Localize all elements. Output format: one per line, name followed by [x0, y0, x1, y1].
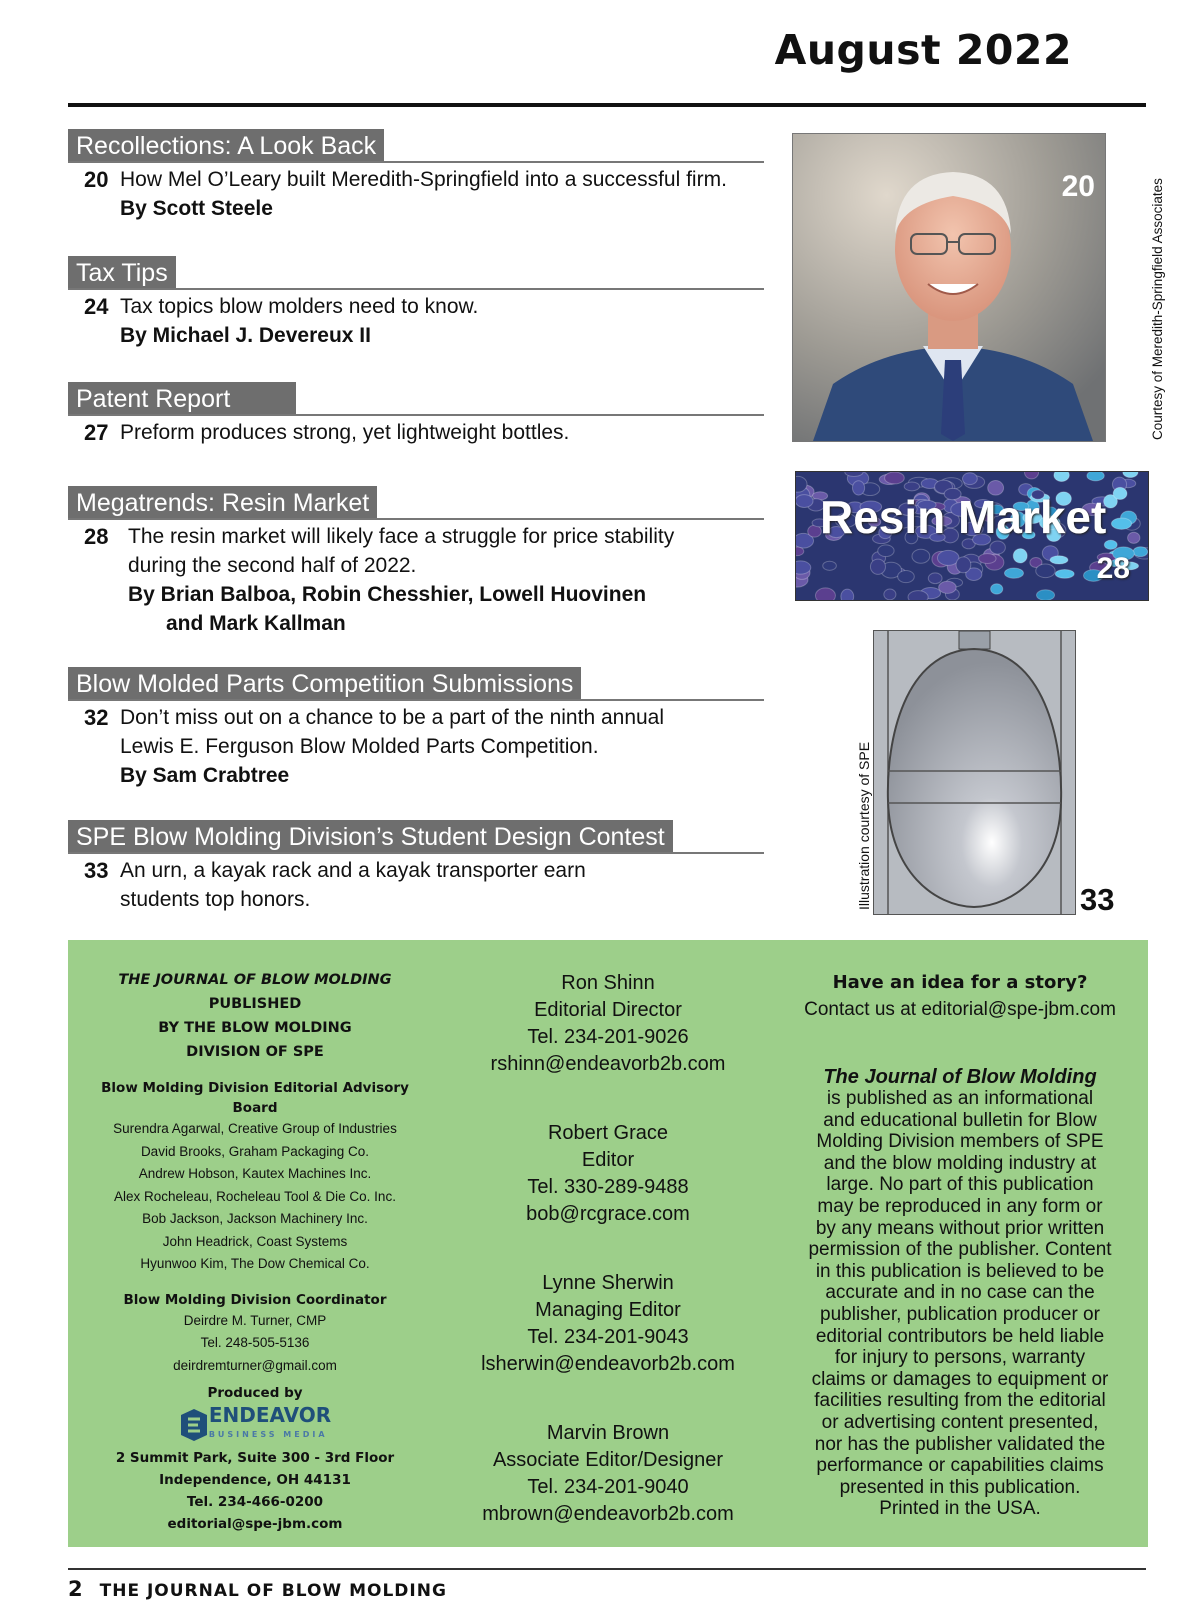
toc-entry[interactable] [68, 292, 764, 350]
board-member: Hyunwoo Kim, The Dow Chemical Co. [140, 1256, 370, 1271]
section-rule [68, 518, 764, 520]
resin-pellet [796, 561, 811, 574]
resin-pellet [1055, 569, 1074, 578]
endeavor-logo [85, 1403, 425, 1447]
resin-pellet [796, 495, 813, 508]
staff-title: Associate Editor/Designer [492, 1449, 724, 1471]
resin-pellet [939, 581, 957, 593]
staff-name: Marvin Brown [546, 1422, 670, 1444]
header-rule [68, 103, 1146, 107]
entry-text: students top honors. [120, 888, 311, 911]
toc-entry[interactable] [68, 522, 764, 638]
resin-pellet [1054, 472, 1069, 481]
resin-pellet [979, 554, 996, 564]
entry-text: The resin market will likely face a struggle for price stability [128, 525, 675, 548]
byline-continued: and Mark Kallman [166, 612, 346, 635]
resin-pellet [885, 472, 905, 484]
resin-pellet [841, 589, 854, 600]
toc-entry[interactable] [68, 418, 764, 447]
page-footer [68, 1577, 447, 1601]
disclaimer-line: publisher, publication producer or [820, 1303, 1100, 1325]
resin-pellet [991, 584, 1003, 594]
footer-page-number: 2 [68, 1577, 84, 1601]
resin-pellet [1087, 472, 1104, 481]
resin-pellet [908, 591, 928, 600]
division-label: DIVISION OF SPE [186, 1044, 324, 1060]
bottle-credit: Illustration courtesy of SPE [856, 741, 872, 910]
toc-section-student-design [68, 820, 764, 914]
resin-pellet [878, 545, 894, 557]
page-number: 27 [84, 420, 109, 445]
coordinator-phone: Tel. 248-505-5136 [200, 1335, 310, 1350]
address-email[interactable]: editorial@spe-jbm.com [167, 1516, 343, 1532]
coordinator-heading: Blow Molding Division Coordinator [123, 1291, 387, 1308]
photo-page-number: 20 [1061, 170, 1095, 203]
logo-name: ENDEAVOR [208, 1403, 332, 1427]
masthead-story-info [795, 970, 1125, 1520]
board-member: Andrew Hobson, Kautex Machines Inc. [138, 1166, 372, 1181]
staff-phone: Tel. 234-201-9043 [527, 1326, 689, 1348]
resin-pellet [796, 547, 804, 556]
logo-subtitle: BUSINESS MEDIA [208, 1430, 328, 1439]
resin-pellet [823, 561, 837, 570]
resin-pellet [1013, 549, 1027, 563]
entry-text: Lewis E. Ferguson Blow Molded Parts Competition. [120, 735, 599, 758]
staff-name: Lynne Sherwin [542, 1272, 674, 1294]
staff-name: Ron Shinn [561, 972, 655, 994]
address-line: 2 Summit Park, Suite 300 - 3rd Floor [115, 1450, 395, 1466]
staff-member [470, 1420, 746, 1528]
disclaimer-line: claims or damages to equipment or [811, 1368, 1109, 1390]
resin-pellet [815, 588, 835, 600]
byline: By Brian Balboa, Robin Chesshier, Lowell Huovinen [128, 583, 647, 606]
resin-pellet [962, 473, 977, 485]
resin-pellet [1004, 568, 1023, 578]
entry-text: Preform produces strong, yet lightweight bottles. [120, 421, 570, 444]
toc-entry[interactable] [68, 165, 764, 223]
entry-text: An urn, a kayak rack and a kayak transporter earn [120, 859, 586, 882]
resin-market-image[interactable] [795, 471, 1149, 601]
section-label: SPE Blow Molding Division’s Student Design Contest [68, 820, 673, 854]
board-member: Alex Rocheleau, Rocheleau Tool & Die Co. Inc. [114, 1188, 396, 1204]
toc-section-patent-report [68, 382, 764, 447]
section-rule [68, 852, 764, 854]
masthead-staff [470, 970, 746, 1570]
page-number: 32 [84, 705, 109, 730]
board-heading: Blow Molding Division Editorial Advisory Board [101, 1080, 409, 1116]
photo-credit: Courtesy of Meredith-Springfield Associates [1150, 178, 1165, 440]
board-member: Surendra Agarwal, Creative Group of Industries [113, 1121, 397, 1136]
resin-pellet [870, 559, 885, 574]
staff-name: Robert Grace [547, 1122, 669, 1144]
address-line: Independence, OH 44131 [159, 1472, 351, 1488]
resin-market-title: Resin Market [820, 491, 1107, 543]
disclaimer-line: in this publication is believed to be [815, 1260, 1105, 1282]
board-member: John Headrick, Coast Systems [162, 1233, 348, 1249]
staff-phone: Tel. 234-201-9026 [527, 1026, 689, 1048]
journal-title: The Journal of Blow Molding [823, 1066, 1097, 1088]
resin-pellet [884, 589, 896, 600]
staff-phone: Tel. 234-201-9040 [527, 1476, 689, 1498]
resin-page-number: 28 [1096, 552, 1130, 585]
disclaimer-line: Molding Division members of SPE [816, 1131, 1104, 1153]
coordinator-email[interactable]: deirdremturner@gmail.com [173, 1357, 337, 1373]
issue-date: August 2022 [774, 26, 1072, 74]
section-label: Recollections: A Look Back [68, 129, 384, 163]
disclaimer-line: by any means without prior written [815, 1217, 1105, 1239]
staff-member [470, 970, 746, 1078]
story-heading: Have an idea for a story? [832, 972, 1088, 993]
page-number: 33 [84, 858, 109, 883]
staff-email[interactable]: bob@rcgrace.com [526, 1203, 690, 1225]
staff-title: Editor [581, 1149, 635, 1171]
toc-section-recollections [68, 129, 764, 223]
byline: By Scott Steele [120, 197, 273, 220]
staff-member [470, 1270, 746, 1378]
board-member: Bob Jackson, Jackson Machinery Inc. [142, 1211, 368, 1226]
disclaimer-line: nor has the publisher validated the [814, 1433, 1106, 1455]
toc-section-megatrends [68, 486, 764, 638]
staff-title: Managing Editor [535, 1299, 681, 1321]
story-contact[interactable]: Contact us at editorial@spe-jbm.com [804, 999, 1116, 1020]
page-number: 24 [84, 294, 109, 319]
disclaimer-line: or advertising content presented, [821, 1411, 1099, 1433]
resin-pellet [1036, 590, 1054, 600]
disclaimer-line: for injury to persons, warranty [834, 1347, 1086, 1369]
disclaimer-line: and the blow molding industry at [823, 1152, 1097, 1174]
page-number: 20 [84, 167, 109, 192]
resin-pellet [1133, 547, 1147, 557]
resin-pellet [1050, 556, 1068, 564]
entry-text: Tax topics blow molders need to know. [120, 295, 479, 318]
bottle-page-number: 33 [1080, 882, 1115, 917]
disclaimer-line: facilities resulting from the editorial [814, 1390, 1106, 1412]
section-label: Megatrends: Resin Market [68, 486, 377, 520]
disclaimer-line: permission of the publisher. Content [808, 1239, 1112, 1261]
toc-entry[interactable] [68, 856, 764, 914]
bottle-icon [874, 631, 1075, 914]
section-label: Tax Tips [68, 256, 176, 290]
journal-name: THE JOURNAL OF BLOW MOLDING [118, 972, 392, 988]
disclaimer-line: accurate and in no case can the [825, 1282, 1095, 1304]
address-phone: Tel. 234-466-0200 [186, 1494, 324, 1510]
section-rule [68, 288, 764, 290]
resin-pellet [898, 571, 915, 583]
entry-text: during the second half of 2022. [128, 554, 417, 577]
portrait-photo[interactable] [792, 133, 1106, 442]
resin-pellet [1036, 564, 1055, 578]
staff-member [470, 1120, 746, 1228]
resin-pellet [956, 557, 971, 573]
disclaimer-line: editorial contributors be held liable [815, 1325, 1105, 1347]
published-label: PUBLISHED [208, 996, 302, 1012]
portrait-illustration [793, 134, 1105, 441]
section-rule [68, 161, 764, 163]
disclaimer-line: large. No part of this publication [826, 1174, 1094, 1196]
disclaimer-line: Printed in the USA. [879, 1498, 1041, 1520]
toc-section-parts-competition [68, 667, 764, 790]
resin-pellet [912, 549, 930, 563]
entry-text: How Mel O’Leary built Meredith-Springfield into a successful firm. [120, 168, 727, 191]
staff-email[interactable]: lsherwin@endeavorb2b.com [481, 1353, 735, 1375]
toc-section-tax-tips [68, 256, 764, 350]
disclaimer-line: presented in this publication. [839, 1476, 1081, 1498]
resin-pellet [1113, 487, 1127, 499]
bottle-illustration[interactable] [873, 630, 1076, 915]
staff-email[interactable]: mbrown@endeavorb2b.com [482, 1503, 734, 1525]
disclaimer-line: and educational bulletin for Blow [823, 1109, 1097, 1131]
section-label: Patent Report [68, 382, 296, 416]
resin-pellet [1128, 532, 1140, 543]
board-member: David Brooks, Graham Packaging Co. [140, 1143, 370, 1159]
page-number: 28 [84, 524, 109, 549]
coordinator-name: Deirdre M. Turner, CMP [183, 1312, 327, 1328]
entry-text: Don’t miss out on a chance to be a part of the ninth annual [120, 706, 665, 729]
staff-phone: Tel. 330-289-9488 [527, 1176, 689, 1198]
published-by: BY THE BLOW MOLDING [158, 1020, 352, 1036]
resin-pellet [928, 573, 942, 584]
endeavor-logo-icon [179, 1409, 209, 1441]
section-label: Blow Molded Parts Competition Submissions [68, 667, 581, 701]
disclaimer-line: is published as an informational [826, 1088, 1094, 1109]
staff-email[interactable]: rshinn@endeavorb2b.com [490, 1053, 726, 1075]
byline: By Michael J. Devereux II [120, 324, 371, 347]
section-rule [68, 414, 764, 416]
disclaimer-line: performance or capabilities claims [816, 1455, 1104, 1477]
staff-title: Editorial Director [534, 999, 682, 1021]
produced-by-label: Produced by [207, 1385, 303, 1401]
disclaimer-line: may be reproduced in any form or [817, 1195, 1103, 1217]
footer-title: THE JOURNAL OF BLOW MOLDING [99, 1581, 447, 1601]
resin-pellet [1111, 518, 1131, 529]
footer-rule [68, 1568, 1146, 1570]
section-rule [68, 699, 764, 701]
toc-entry[interactable] [68, 703, 764, 790]
byline: By Sam Crabtree [120, 764, 290, 787]
masthead-publisher [85, 968, 425, 1535]
